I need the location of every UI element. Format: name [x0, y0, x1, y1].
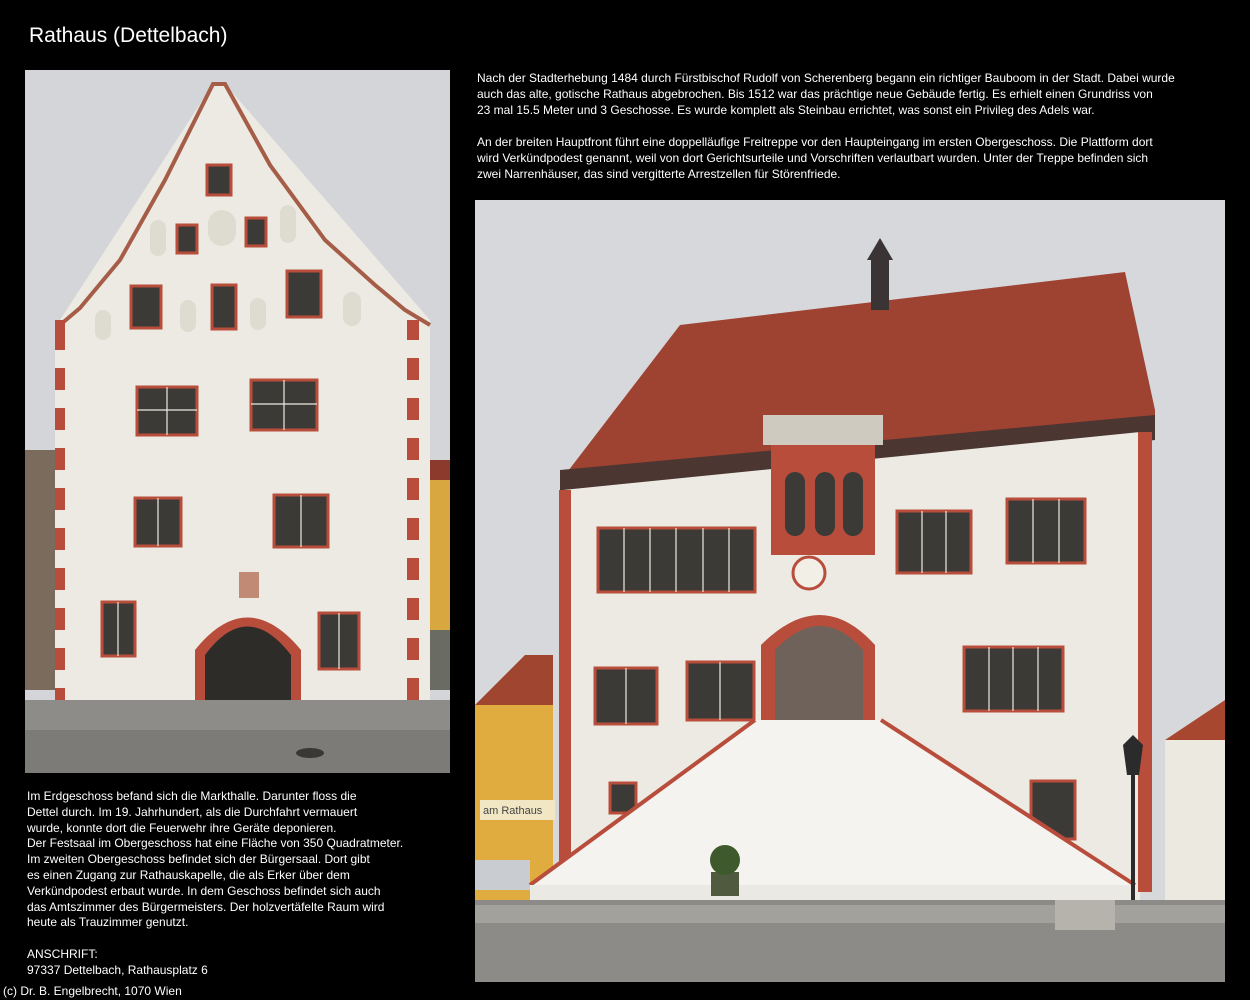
copyright-notice: (c) Dr. B. Engelbrecht, 1070 Wien — [3, 984, 182, 998]
description-line: Verkündpodest erbaut wurde. In dem Geschoss befindet sich auch — [27, 883, 381, 898]
shop-sign-text: am Rathaus — [483, 805, 543, 817]
intro-line: An der breiten Hauptfront führt eine doppelläufige Freitreppe vor den Haupteingang im ersten Obergeschoss. Die Plattform dort — [477, 135, 1153, 149]
description-line: es einen Zugang zur Rathauskapelle, die als Erker über dem — [27, 867, 350, 882]
address-value: 97337 Dettelbach, Rathausplatz 6 — [27, 962, 208, 977]
rathaus-main-front-photo — [475, 200, 1225, 982]
description-line: Der Festsaal im Obergeschoss hat eine Fläche von 350 Quadratmeter. — [27, 836, 404, 851]
description-line: Im Erdgeschoss befand sich die Markthalle. Darunter floss die — [27, 789, 357, 803]
address-label: ANSCHRIFT: — [27, 947, 98, 961]
intro-line: auch das alte, gotische Rathaus abgebrochen. Bis 1512 war das prächtige neue Gebäude fertig. Es erhielt einen Grundriss von — [477, 87, 1153, 101]
rathaus-gable-photo — [25, 70, 450, 773]
description-line: Im zweiten Obergeschoss befindet sich der Bürgersaal. Dort gibt — [27, 852, 370, 867]
description-line: wurde, konnte dort die Feuerwehr ihre Geräte deponieren. — [27, 820, 337, 835]
intro-line: 23 mal 15.5 Meter und 3 Geschosse. Es wurde komplett als Steinbau errichtet, was sonst ein Privileg des Adels war. — [477, 103, 1095, 117]
intro-paragraph-1 — [477, 70, 1217, 118]
description-line: heute als Trauzimmer genutzt. — [27, 915, 189, 930]
description-line: das Amtszimmer des Bürgermeisters. Der holzvertäfelte Raum wird — [27, 899, 385, 914]
intro-line: zwei Narrenhäuser, das sind vergitterte Arrestzellen für Störenfriede. — [477, 167, 841, 181]
intro-line: wird Verkündpodest genannt, weil von dort Gerichtsurteile und Vorschriften verlautbart wurden. Unter der Treppe befinden sich — [477, 151, 1149, 165]
intro-paragraph-2 — [477, 134, 1217, 182]
intro-line: Nach der Stadterhebung 1484 durch Fürstbischof Rudolf von Scherenberg begann ein richtiger Bauboom in der Stadt. Dabei wurde — [477, 71, 1175, 85]
address-block — [27, 947, 208, 979]
intro-text — [477, 70, 1217, 182]
description-line: Dettel durch. Im 19. Jahrhundert, als die Durchfahrt vermauert — [27, 804, 358, 819]
page-title: Rathaus (Dettelbach) — [29, 24, 228, 47]
interior-description — [27, 789, 437, 931]
